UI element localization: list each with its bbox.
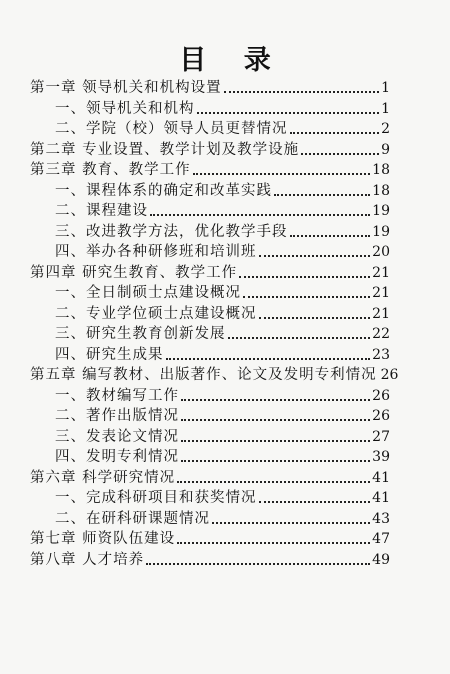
toc-page-number: 47: [372, 531, 390, 547]
dot-leader: [224, 91, 379, 93]
dot-leader: [290, 132, 380, 134]
toc-page-number: 20: [372, 244, 390, 260]
toc-section-row[interactable]: [55, 283, 390, 303]
toc-section-row[interactable]: [55, 386, 390, 406]
toc-entry-label: 第六章 科学研究情况: [30, 469, 176, 486]
toc-entry-label: 第七章 师资队伍建设: [30, 531, 176, 547]
toc-entry-label: 第二章 专业设置、教学计划及教学设施: [30, 141, 300, 158]
dot-leader: [150, 214, 370, 216]
toc-entry-label: 一、课程体系的确定和改革实践: [55, 182, 272, 199]
page-title: 目 录: [179, 45, 285, 76]
toc-page-number: 21: [372, 305, 390, 322]
toc-section-row[interactable]: [55, 201, 390, 221]
dot-leader: [243, 296, 370, 298]
toc-entry-label: 二、专业学位硕士点建设概况: [55, 305, 257, 322]
toc-page-number: 41: [372, 490, 390, 506]
toc-entry-label: 四、研究生成果: [55, 346, 164, 363]
toc-entry-label: 四、举办各种研修班和培训班: [55, 244, 257, 260]
toc-chapter-row[interactable]: [30, 365, 399, 385]
dot-leader: [259, 255, 371, 257]
toc-chapter-row[interactable]: [30, 140, 390, 160]
toc-section-row[interactable]: [55, 99, 390, 119]
dot-leader: [181, 440, 370, 442]
toc-entry-label: 一、完成科研项目和获奖情况: [55, 490, 257, 506]
dot-leader: [239, 276, 370, 278]
toc-entry-label: 一、教材编写工作: [55, 387, 179, 404]
toc-page-number: 23: [372, 346, 390, 363]
dot-leader: [301, 153, 379, 155]
toc-entry-label: 第三章 教育、教学工作: [30, 162, 191, 178]
toc-entry-label: 二、著作出版情况: [55, 408, 179, 424]
dot-leader: [274, 194, 370, 196]
toc-entry-label: 二、课程建设: [55, 203, 148, 219]
toc-page-number: 39: [372, 449, 390, 465]
toc-section-row[interactable]: [55, 242, 390, 262]
toc-page-number: 21: [372, 285, 390, 301]
dot-leader: [228, 337, 371, 339]
dot-leader: [146, 563, 370, 565]
toc-entry-label: 三、发表论文情况: [55, 428, 179, 445]
toc-section-row[interactable]: [55, 304, 390, 324]
toc-page-number: 27: [372, 428, 390, 445]
toc-section-row[interactable]: [55, 427, 390, 447]
toc-page-number: 1: [381, 80, 390, 96]
toc-entry-label: 四、发明专利情况: [55, 449, 179, 465]
toc-section-row[interactable]: [55, 509, 390, 529]
toc-entry-label: 第四章 研究生教育、教学工作: [30, 264, 238, 281]
toc-entry-label: 二、学院（校）领导人员更替情况: [55, 121, 288, 137]
dot-leader: [197, 112, 380, 114]
toc-entry-label: 第五章 编写教材、出版著作、论文及发明专利情况: [30, 367, 377, 383]
toc-entry-label: 二、在研科研课题情况: [55, 510, 210, 527]
toc-chapter-row[interactable]: [30, 160, 390, 180]
toc-entry-label: 三、研究生教育创新发展: [55, 326, 226, 342]
toc-page-number: 43: [372, 510, 390, 527]
toc-page-number: 22: [372, 326, 390, 342]
toc-page-number: 19: [372, 223, 390, 240]
dot-leader: [166, 358, 371, 360]
toc-page-number: 18: [372, 182, 390, 199]
dot-leader: [181, 419, 370, 421]
dot-leader: [259, 317, 371, 319]
toc-page-number: 49: [372, 551, 390, 568]
toc-page-number: 21: [372, 264, 390, 281]
toc-page-number: 26: [380, 367, 399, 383]
toc-page-number: 41: [372, 469, 390, 486]
toc-chapter-row[interactable]: [30, 529, 390, 549]
toc-section-row[interactable]: [55, 447, 390, 467]
toc-entry-label: 第一章 领导机关和机构设置: [30, 80, 222, 96]
dot-leader: [177, 481, 370, 483]
toc-section-row[interactable]: [55, 181, 390, 201]
toc-entry-label: 一、领导机关和机构: [55, 100, 195, 117]
dot-leader: [290, 235, 371, 237]
toc-chapter-row[interactable]: [30, 263, 390, 283]
toc-page-number: 26: [372, 408, 390, 424]
toc-section-row[interactable]: [55, 222, 390, 242]
toc-section-row[interactable]: [55, 324, 390, 344]
toc-chapter-row[interactable]: [30, 468, 390, 488]
toc-chapter-row[interactable]: [30, 550, 390, 570]
toc-section-row[interactable]: [55, 119, 390, 139]
toc-page-number: 19: [372, 203, 390, 219]
dot-leader: [212, 522, 370, 524]
toc-page-number: 26: [372, 387, 390, 404]
dot-leader: [181, 399, 370, 401]
toc-entry-label: 一、全日制硕士点建设概况: [55, 285, 241, 301]
dot-leader: [181, 460, 370, 462]
dot-leader: [259, 501, 371, 503]
toc-page-number: 1: [381, 100, 390, 117]
toc-page-number: 9: [381, 141, 390, 158]
toc-page-number: 2: [381, 121, 390, 137]
toc-chapter-row[interactable]: [30, 78, 390, 98]
toc-page-number: 18: [372, 162, 390, 178]
toc-entry-label: 三、改进教学方法，优化教学手段: [55, 223, 288, 240]
toc-entry-label: 第八章 人才培养: [30, 551, 145, 568]
dot-leader: [177, 542, 370, 544]
toc-section-row[interactable]: [55, 406, 390, 426]
dot-leader: [193, 173, 371, 175]
toc-section-row[interactable]: [55, 488, 390, 508]
toc-section-row[interactable]: [55, 345, 390, 365]
